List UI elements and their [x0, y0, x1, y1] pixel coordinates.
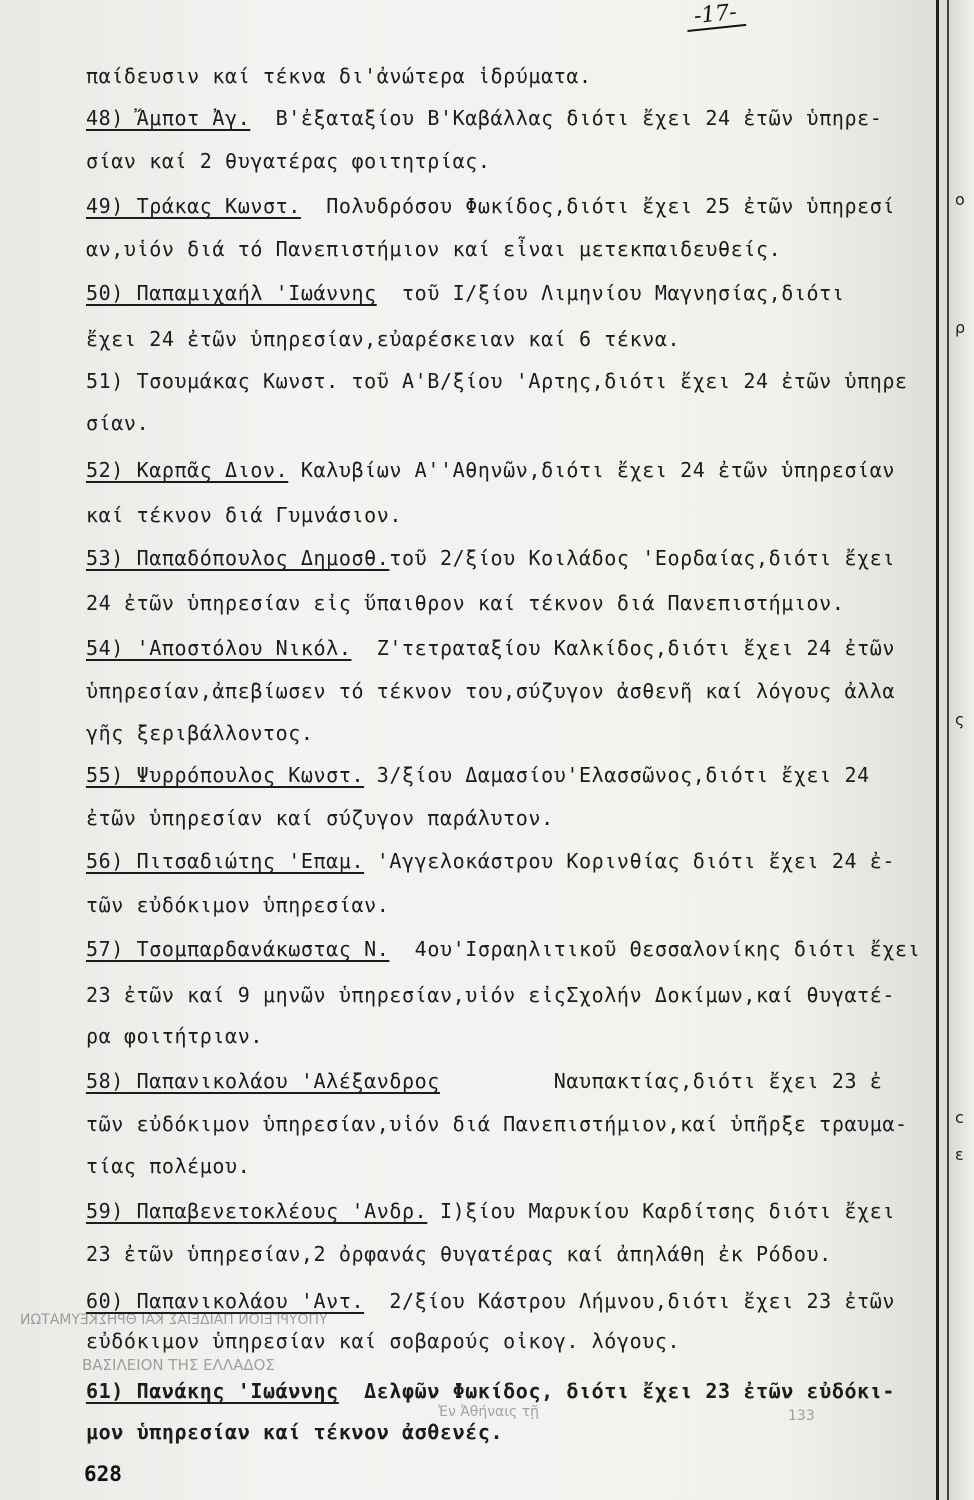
entry-name: 56) Πιτσαδιώτης 'Επαμ.: [86, 849, 365, 873]
binding-edge-inner: [947, 0, 949, 1500]
text-line: 23 ἐτῶν ὑπηρεσίαν,2 ὀρφανάς θυγατέρας καί ἀπηλάθη ἐκ Ρόδου.: [86, 1242, 832, 1266]
page-number: 628: [84, 1462, 122, 1486]
text-line: σίαν.: [86, 411, 150, 435]
entry-59: 59) Παπαβενετοκλέους 'Ανδρ. Ι)ξίου Μαρυκίου Καρδίτσης διότι ἔχει: [86, 1199, 896, 1223]
binding-edge: [936, 0, 939, 1500]
margin-fragment: ρ: [955, 318, 966, 337]
entry-61: 61) Πανάκης 'Ιωάννης Δελφῶν Φωκίδος, διότι ἔχει 23 ἐτῶν εὐδόκι-: [86, 1379, 896, 1403]
text-line: αν,υἱόν διά τό Πανεπιστήμιον καί εἶναι μετεκπαιδευθείς.: [86, 237, 782, 261]
entry-52: 52) Καρπᾶς Διον. Καλυβίων Α''Αθηνῶν,διότι ἔχει 24 ἐτῶν ὑπηρεσίαν: [86, 458, 896, 482]
entry-53: 53) Παπαδόπουλος Δημοσθ.τοῦ 2/ξίου Κοιλάδος 'Εορδαίας,διότι ἔχει: [86, 546, 896, 570]
entry-name: 49) Τράκας Κωνστ.: [86, 194, 301, 218]
entry-48: 48) Ἄμποτ Ἀγ. Β'ἐξαταξίου Β'Καβάλλας διότι ἔχει 24 ἐτῶν ὑπηρε-: [86, 106, 883, 130]
binding-shadow: [948, 0, 974, 1500]
entry-name: 60) Παπανικολάου 'Αντ.: [86, 1289, 365, 1313]
entry-57: 57) Τσομπαρδανάκωστας Ν. 4ου'Ισραηλιτικοῦ Θεσσαλονίκης διότι ἔχει: [86, 937, 921, 961]
entry-50: 50) Παπαμιχαήλ 'Ιωάννης τοῦ Ι/ξίου Λιμηνίου Μαγνησίας,διότι: [86, 281, 845, 305]
entry-51: 51) Τσουμάκας Κωνστ. τοῦ Α'Β/ξίου 'Αρτης,διότι ἔχει 24 ἐτῶν ὑπηρε: [86, 369, 908, 393]
bleed-through-place: Ἐν Ἀθήναις τῇ: [438, 1404, 539, 1420]
margin-fragment: ε: [955, 1145, 964, 1164]
entry-name: 59) Παπαβενετοκλέους 'Ανδρ.: [86, 1199, 428, 1223]
text-line: 24 ἐτῶν ὑπηρεσίαν εἰς ὕπαιθρον καί τέκνον διά Πανεπιστήμιον.: [86, 591, 845, 615]
text-line: τίας πολέμου.: [86, 1154, 251, 1178]
text-line: εὐδόκιμον ὑπηρεσίαν καί σοβαρούς οἰκογ. λόγους.: [86, 1329, 681, 1353]
text-line: μον ὑπηρεσίαν καί τέκνον ἀσθενές.: [86, 1420, 504, 1444]
text-line: τῶν εὐδόκιμον ὑπηρεσίαν.: [86, 893, 390, 917]
entry-name: 57) Τσομπαρδανάκωστας Ν.: [86, 937, 390, 961]
bleed-through-ref: 133: [788, 1408, 815, 1424]
entry-name: 50) Παπαμιχαήλ 'Ιωάννης: [86, 281, 377, 305]
entry-name: 58) Παπανικολάου 'Αλέξανδρος: [86, 1069, 440, 1093]
entry-60: 60) Παπανικολάου 'Αντ. 2/ξίου Κάστρου Λήμνου,διότι ἔχει 23 ἐτῶν: [86, 1289, 896, 1313]
text-line: ἐτῶν ὑπηρεσίαν καί σύζυγον παράλυτον.: [86, 806, 554, 830]
margin-fragment: ς: [955, 710, 965, 729]
entry-name: 55) Ψυρρόπουλος Κωνστ.: [86, 763, 365, 787]
text-line: σίαν καί 2 θυγατέρας φοιτητρίας.: [86, 149, 491, 173]
entry-58: 58) Παπανικολάου 'Αλέξανδρος Ναυπακτίας,διότι ἔχει 23 ἐ: [86, 1069, 883, 1093]
text-line: παίδευσιν καί τέκνα δι'ἀνώτερα ἱδρύματα.: [86, 64, 592, 88]
text-line: γῆς ξεριβάλλοντος.: [86, 721, 314, 745]
margin-fragment: c: [955, 1108, 964, 1127]
entry-49: 49) Τράκας Κωνστ. Πολυδρόσου Φωκίδος,διότι ἔχει 25 ἐτῶν ὑπηρεσί: [86, 194, 896, 218]
margin-fragment: ο: [955, 190, 965, 209]
text-line: καί τέκνον διά Γυμνάσιον.: [86, 503, 403, 527]
entry-name: 61) Πανάκης 'Ιωάννης: [86, 1379, 339, 1403]
entry-56: 56) Πιτσαδιώτης 'Επαμ. 'Αγγελοκάστρου Κορινθίας διότι ἔχει 24 ἐ-: [86, 849, 896, 873]
text-line: 23 ἐτῶν καί 9 μηνῶν ὑπηρεσίαν,υἱόν εἰςΣχολήν Δοκίμων,καί θυγατέ-: [86, 983, 896, 1007]
text-line: ὑπηρεσίαν,ἀπεβίωσεν τό τέκνον του,σύζυγον ἀσθενῆ καί λόγους ἀλλα: [86, 679, 896, 703]
entry-name: 54) 'Αποστόλου Νικόλ.: [86, 636, 352, 660]
page-marker: -17-: [685, 0, 746, 32]
entry-55: 55) Ψυρρόπουλος Κωνστ. 3/ξίου Δαμασίου'Ελασσῶνος,διότι ἔχει 24: [86, 763, 870, 787]
text-line: ρα φοιτήτριαν.: [86, 1024, 263, 1048]
entry-name: 52) Καρπᾶς Διον.: [86, 458, 289, 482]
entry-name: 48) Ἄμποτ Ἀγ.: [86, 106, 251, 130]
bleed-through-ministry: ΥΠΟΥΡΓΕΙΟΝ ΠΑΙΔΕΙΑΣ ΚΑΙ ΘΡΗΣΚΕΥΜΑΤΩΝ: [20, 1312, 328, 1328]
bleed-through-kingdom: ΒΑΣΙΛΕΙΟΝ ΤΗΣ ΕΛΛΑΔΟΣ: [82, 1356, 275, 1374]
entry-54: 54) 'Αποστόλου Νικόλ. Ζ'τετραταξίου Καλκίδος,διότι ἔχει 24 ἐτῶν: [86, 636, 896, 660]
entry-name: 53) Παπαδόπουλος Δημοσθ.: [86, 546, 390, 570]
text-line: τῶν εὐδόκιμον ὑπηρεσίαν,υἱόν διά Πανεπιστήμιον,καί ὑπῆρξε τραυμα-: [86, 1112, 908, 1136]
text-line: ἔχει 24 ἐτῶν ὑπηρεσίαν,εὐαρέσκειαν καί 6 τέκνα.: [86, 327, 681, 351]
